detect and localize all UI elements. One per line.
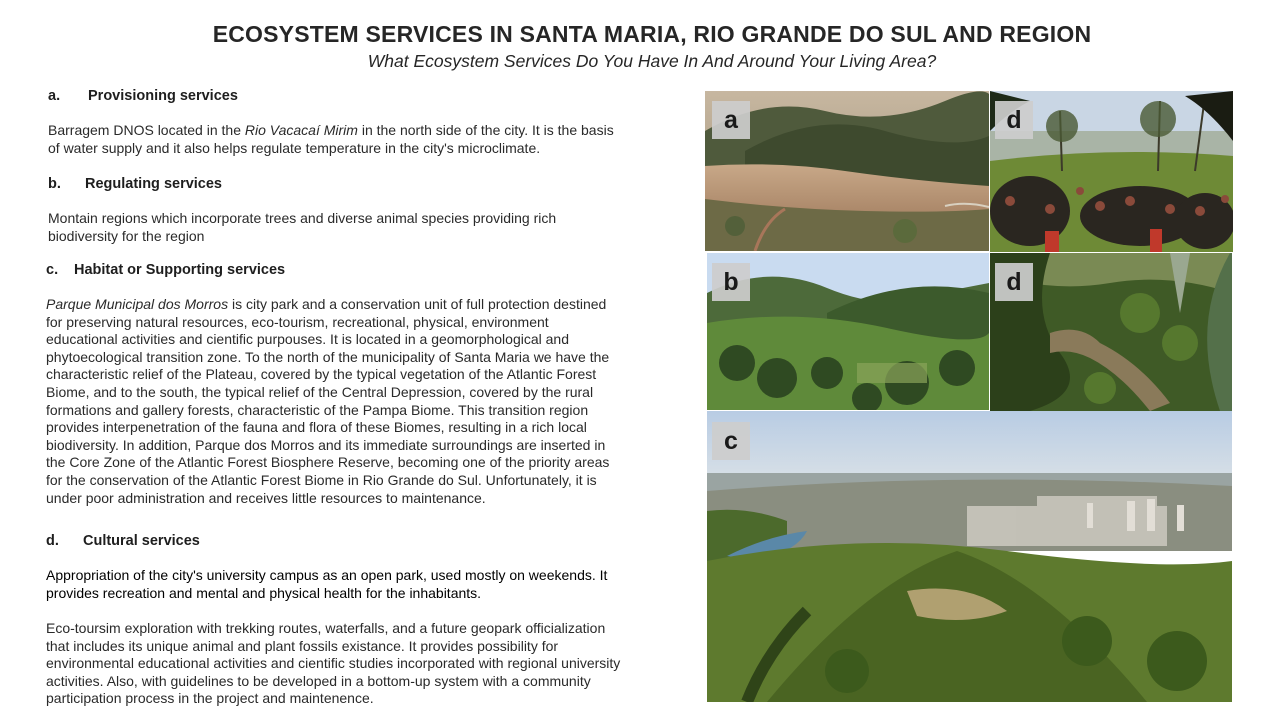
photo-label-a: a [712,101,750,139]
section-d-letter: d. [46,533,59,549]
aerial-city-image [707,411,1232,702]
photo-label-c: c [712,422,750,460]
section-a-letter: a. [48,88,61,104]
section-a-title: Provisioning services [88,88,238,104]
section-b-letter: b. [48,176,61,192]
section-d-text-1: Appropriation of the city's university campus as an open park, used mostly on weekends. It provides recreation and mental and physical health for the inhabitants. [46,567,608,601]
section-c-text [46,296,624,507]
page-subtitle: What Ecosystem Services Do You Have In And Around Your Living Area? [367,51,937,71]
photo-aerial-city [707,411,1232,702]
section-d-text-2: Eco-toursim exploration with trekking routes, waterfalls, and a future geopark officialization that includes its unique animal and plant fossils existance. It provides possibility for environmental educational activities and cientific studies incorporated with regional university activities. Also, with guidelines to be developed in a bottom-up system with a community participation process in the project and maintenence. [46,620,621,707]
section-b-heading [48,176,222,192]
section-a-text [48,122,618,157]
section-b-title: Regulating services [85,176,222,192]
section-c-title: Habitat or Supporting services [74,262,286,278]
photo-label-b: b [712,263,750,301]
river-name: Rio Vacacaí Mirim [244,122,358,138]
section-a-heading [48,88,238,104]
section-a-text-end: in the north side of the city. It is the basis of water supply and it also helps regulate temperature in the city's microclimate. [48,122,614,156]
section-c-text-body: is city park and a conservation unit of full protection destined for preserving natural resources, eco-tourism, recreational, physical, environment educational activities and cientific purpouses. It is located in a geomorphological and phytoecological transition zone. To the north of the municipality of Santa Maria we have the characteristic relief of the Plateau, covered by the typical vegetation of the Atlantic Forest Biome, and to the south, the typical relief of the Central Depression, covered by the rural formations and gallery forests, characteristic of the Pampa Biome. This transition region provides interpenetration of the fauna and flora of these Biomes, resulting in a rich local biodiversity. In addition, Parque dos Morros and its immediate surroundings are inserted in the Core Zone of the Atlantic Forest Biosphere Reserve, becoming one of the priority areas for the conservation of the Atlantic Forest Biome in Rio Grande do Sul. Unfortunately, it is under poor administration and receives little resources to maintenance. [46,296,610,506]
photo-label-d-canyon: d [995,263,1033,301]
photo-label-d-campus: d [995,101,1033,139]
section-d-title: Cultural services [83,533,200,549]
section-c-letter: c. [46,262,59,278]
park-name: Parque Municipal dos Morros [46,296,229,312]
section-c-heading [46,262,285,278]
page-title: ECOSYSTEM SERVICES IN SANTA MARIA, RIO GRANDE DO SUL AND REGION [212,21,1092,47]
section-a-text-start: Barragem DNOS located in the [48,122,245,138]
section-b-text: Montain regions which incorporate trees and diverse animal species providing rich biodiversity for the region [48,210,557,244]
section-d-heading [46,533,200,549]
